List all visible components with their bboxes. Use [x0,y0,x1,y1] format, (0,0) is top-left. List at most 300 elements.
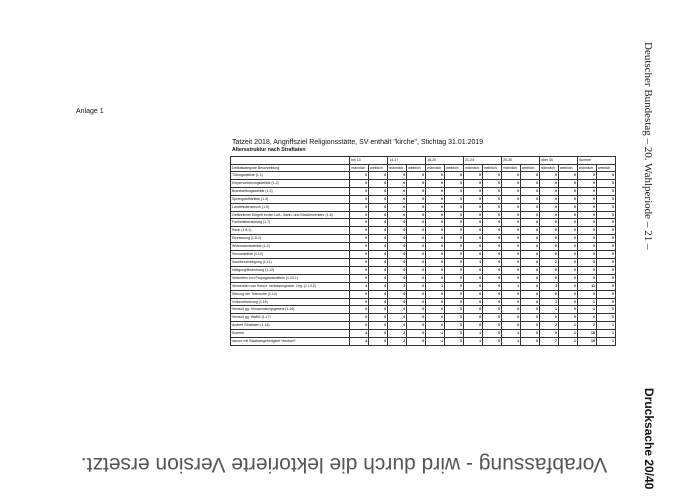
count-cell: 0 [596,258,615,266]
count-cell: 0 [483,195,502,203]
table-row [231,243,616,251]
count-cell: 0 [388,172,407,180]
count-cell: 0 [540,274,559,282]
count-cell: 0 [502,243,521,251]
count-cell: 0 [388,187,407,195]
count-cell: 0 [426,322,445,330]
count-cell: 0 [388,203,407,211]
count-cell: 0 [483,179,502,187]
count-cell: 0 [445,290,464,298]
count-cell: 0 [407,298,426,306]
count-cell: 0 [388,195,407,203]
gender-header-row [231,164,616,172]
count-cell: 0 [540,243,559,251]
table-row [231,314,616,322]
count-cell: 0 [369,187,388,195]
count-cell: 1 [464,330,483,338]
count-cell: 0 [596,314,615,322]
page-number: – 21 – [642,222,654,250]
count-cell: 0 [350,258,369,266]
count-cell: 0 [540,235,559,243]
count-cell: 3 [540,282,559,290]
count-cell: 0 [464,290,483,298]
table-row [231,187,616,195]
count-cell: 0 [558,258,577,266]
count-cell: 0 [426,187,445,195]
table-row [231,179,616,187]
table-row [231,266,616,274]
category-label: Verwenden von Kennz. verfassungswidr. Org. (1.13.2) [231,282,350,290]
count-cell: 0 [558,179,577,187]
count-cell: 0 [407,243,426,251]
count-cell: 0 [577,187,596,195]
count-cell: 0 [521,195,540,203]
count-cell: 0 [350,290,369,298]
count-cell: 0 [521,172,540,180]
male-header: männlich [577,164,596,172]
count-cell: 0 [596,227,615,235]
category-label: Raub (1.8.1) [231,227,350,235]
count-cell: 0 [558,282,577,290]
count-cell: 0 [407,211,426,219]
count-cell: 1 [502,330,521,338]
count-cell: 0 [464,306,483,314]
count-cell: 0 [445,330,464,338]
count-cell: 0 [558,211,577,219]
count-cell: 0 [445,322,464,330]
count-cell: 0 [426,298,445,306]
count-cell: 0 [464,243,483,251]
count-cell: 0 [388,274,407,282]
table-row [231,258,616,266]
count-cell: 0 [445,258,464,266]
count-cell: 1 [596,330,615,338]
count-cell: 0 [483,187,502,195]
count-cell: 0 [483,203,502,211]
count-cell: 0 [502,203,521,211]
count-cell: 16 [577,338,596,346]
count-cell: 1 [558,338,577,346]
category-label: Störung der Totenruhe (1.14) [231,290,350,298]
count-cell: 0 [464,314,483,322]
age-group-header: 21-24 [464,157,502,165]
count-cell: 0 [388,290,407,298]
count-cell: 0 [540,290,559,298]
count-cell: 0 [577,179,596,187]
table-row [231,251,616,259]
count-cell: 0 [558,203,577,211]
crime-age-table [230,156,616,346]
table-row [231,274,616,282]
count-cell: 0 [596,187,615,195]
count-cell: 0 [464,172,483,180]
count-cell: 0 [445,266,464,274]
count-cell: 0 [426,211,445,219]
count-cell: 0 [558,266,577,274]
count-cell: 0 [350,298,369,306]
count-cell: 0 [426,314,445,322]
count-cell: 0 [596,211,615,219]
count-cell: 0 [369,211,388,219]
count-cell: 0 [483,306,502,314]
count-cell: 0 [558,235,577,243]
count-cell: 0 [521,266,540,274]
count-cell: 0 [464,298,483,306]
count-cell: 0 [350,195,369,203]
count-cell: 0 [521,258,540,266]
count-cell: 0 [577,203,596,211]
count-cell: 0 [369,274,388,282]
count-cell: 0 [577,235,596,243]
count-cell: 0 [407,314,426,322]
category-label: davon: mit Staatsangehörigkeit "deutsch" [231,338,350,346]
category-label: Sachbeschädigung (1.11) [231,258,350,266]
count-cell: 0 [350,187,369,195]
count-cell: 0 [502,187,521,195]
count-cell: 0 [388,322,407,330]
count-cell: 0 [558,298,577,306]
count-cell: 0 [388,219,407,227]
count-cell: 0 [502,251,521,259]
count-cell: 0 [426,306,445,314]
count-cell: 0 [596,251,615,259]
count-cell: 1 [426,282,445,290]
count-cell: 0 [483,282,502,290]
count-cell: 0 [540,172,559,180]
category-label: Gefährlicher Eingriff in den Luft-, Bahn- und Straßenverkehr (1.6) [231,211,350,219]
count-cell: 0 [388,235,407,243]
count-cell: 0 [521,211,540,219]
count-cell: 0 [521,314,540,322]
count-cell: 0 [407,235,426,243]
count-cell: 0 [540,179,559,187]
count-cell: 1 [577,306,596,314]
count-cell: 0 [407,172,426,180]
category-label: Verstoß gg. Versammlungsgesetz (1.16) [231,306,350,314]
female-header: weiblich [369,164,388,172]
count-cell: 0 [521,298,540,306]
count-cell: 0 [445,251,464,259]
category-label: Verbreiten von Propagandamitteln (1.13.1) [231,274,350,282]
count-cell: 0 [540,219,559,227]
count-cell: 0 [464,266,483,274]
count-cell: 0 [502,195,521,203]
age-group-header: über 30 [540,157,578,165]
category-label: Summe [231,330,350,338]
count-cell: 0 [350,322,369,330]
category-label: Nötigung/Bedrohung (1.12) [231,266,350,274]
count-cell: 1 [502,282,521,290]
count-cell: 0 [596,306,615,314]
count-cell: 0 [502,227,521,235]
female-header: weiblich [483,164,502,172]
group-header-row [231,157,616,165]
count-cell: 0 [464,187,483,195]
count-cell: 0 [521,179,540,187]
count-cell: 0 [407,306,426,314]
count-cell: 0 [350,227,369,235]
count-cell: 0 [596,282,615,290]
corner-cell [231,157,350,165]
count-cell: 4 [350,338,369,346]
count-cell: 7 [540,338,559,346]
count-cell: 0 [540,187,559,195]
count-cell: 9 [540,330,559,338]
female-header: weiblich [558,164,577,172]
count-cell: 0 [540,314,559,322]
count-cell: 0 [388,179,407,187]
category-label: Volksverhetzung (1.15) [231,298,350,306]
count-cell: 0 [445,172,464,180]
count-cell: 0 [369,227,388,235]
count-cell: 0 [445,282,464,290]
age-group-header: 18-20 [426,157,464,165]
count-cell: 0 [502,290,521,298]
male-header: männlich [388,164,407,172]
count-cell: 0 [445,235,464,243]
count-cell: 0 [464,195,483,203]
table-row [231,322,616,330]
count-cell: 4 [350,282,369,290]
count-cell: 0 [558,219,577,227]
count-cell: 0 [502,172,521,180]
count-cell: 0 [577,219,596,227]
count-cell: 0 [502,266,521,274]
count-cell: 0 [577,243,596,251]
count-cell: 0 [407,251,426,259]
count-cell: 0 [426,251,445,259]
count-cell: 0 [445,219,464,227]
count-cell: 0 [369,235,388,243]
table-row [231,235,616,243]
count-cell: 0 [445,314,464,322]
count-cell: 0 [426,274,445,282]
count-cell: 0 [388,211,407,219]
count-cell: 0 [369,172,388,180]
category-label: Widerstandsdelikte (1.9) [231,243,350,251]
count-cell: 0 [502,298,521,306]
count-cell: 0 [483,235,502,243]
count-cell: 0 [521,330,540,338]
count-cell: 0 [521,203,540,211]
category-label: Landfriedensbruch (1.5) [231,203,350,211]
male-header: männlich [540,164,559,172]
count-cell: 1 [426,338,445,346]
count-cell: 0 [558,172,577,180]
category-label: Tötungsdelikte (1.1) [231,172,350,180]
table-row [231,227,616,235]
count-cell: 0 [407,195,426,203]
count-cell: 0 [502,306,521,314]
annex-label: Anlage 1 [76,108,104,115]
count-cell: 0 [350,203,369,211]
male-header: männlich [502,164,521,172]
count-cell: 0 [521,306,540,314]
count-cell: 0 [483,251,502,259]
count-cell: 1 [558,330,577,338]
count-cell: 0 [464,282,483,290]
count-cell: 0 [445,187,464,195]
table-row [231,211,616,219]
count-cell: 0 [369,251,388,259]
count-cell: 0 [521,251,540,259]
count-cell: 0 [540,227,559,235]
count-cell: 1 [540,306,559,314]
table-row [231,330,616,338]
count-cell: 0 [350,306,369,314]
count-cell: 0 [502,258,521,266]
table-row [231,203,616,211]
count-cell: 0 [483,290,502,298]
count-cell: 0 [407,179,426,187]
table-row [231,306,616,314]
count-cell: 1 [464,258,483,266]
drucksache-label: Drucksache 20/40 [642,388,656,490]
count-cell: 0 [577,172,596,180]
table-row [231,298,616,306]
count-cell: 0 [558,314,577,322]
bundestag-header: Deutscher Bundestag – 20. Wahlperiode [642,42,654,220]
count-cell: 0 [350,251,369,259]
count-cell: 0 [558,274,577,282]
count-cell: 0 [502,179,521,187]
count-cell: 0 [464,219,483,227]
female-header: weiblich [445,164,464,172]
count-cell: 0 [388,314,407,322]
count-cell: 0 [369,258,388,266]
count-cell: 0 [369,282,388,290]
age-group-header: 25-30 [502,157,540,165]
count-cell: 0 [577,211,596,219]
count-cell: 0 [407,274,426,282]
count-cell: 0 [407,338,426,346]
count-cell: 0 [369,306,388,314]
count-cell: 1 [558,322,577,330]
table-row [231,282,616,290]
count-cell: 0 [483,227,502,235]
count-cell: 0 [558,243,577,251]
count-cell: 0 [388,258,407,266]
count-cell: 0 [502,322,521,330]
count-cell: 0 [521,235,540,243]
count-cell: 0 [426,235,445,243]
count-cell: 0 [369,219,388,227]
count-cell: 0 [521,187,540,195]
count-cell: 0 [596,274,615,282]
count-cell: 0 [521,219,540,227]
count-cell: 0 [596,179,615,187]
count-cell: 0 [369,322,388,330]
count-cell: 0 [388,306,407,314]
table-row [231,195,616,203]
count-cell: 0 [464,227,483,235]
count-cell: 1 [426,330,445,338]
count-cell: 0 [407,258,426,266]
count-cell: 0 [596,266,615,274]
preliminary-watermark: Vorabfassung - wird durch die lektorierte Version ersetzt. [80,453,608,476]
count-cell: 0 [350,266,369,274]
count-cell: 0 [483,330,502,338]
count-cell: 18 [577,330,596,338]
count-cell: 0 [521,227,540,235]
count-cell: 0 [388,227,407,235]
count-cell: 0 [464,274,483,282]
count-cell: 0 [369,298,388,306]
count-cell: 2 [540,258,559,266]
count-cell: 0 [558,195,577,203]
count-cell: 0 [426,195,445,203]
count-cell: 0 [369,203,388,211]
count-cell: 0 [445,306,464,314]
count-cell: 3 [577,258,596,266]
count-cell: 0 [369,314,388,322]
count-cell: 0 [558,251,577,259]
count-cell: 0 [577,290,596,298]
count-cell: 0 [464,179,483,187]
table-row [231,290,616,298]
count-cell: 0 [464,235,483,243]
count-cell: 0 [426,172,445,180]
count-cell: 0 [407,219,426,227]
age-group-header: bis 13 [350,157,388,165]
count-cell: 0 [445,195,464,203]
count-cell: 11 [577,282,596,290]
female-header: weiblich [521,164,540,172]
count-cell: 0 [369,179,388,187]
count-cell: 0 [483,211,502,219]
count-cell: 0 [445,227,464,235]
category-label: Sprengstoffdelikte (1.4) [231,195,350,203]
count-cell: 0 [388,266,407,274]
table-title: Tatzeit 2018, Angriffsziel Religionsstätte, SV enthält "kirche", Stichtag 31.01.2019 [232,139,484,146]
category-label: Erpressung (1.8.2) [231,235,350,243]
count-cell: 0 [483,258,502,266]
count-cell: 0 [483,322,502,330]
count-cell: 0 [521,282,540,290]
count-cell: 0 [558,306,577,314]
count-cell: 0 [596,290,615,298]
count-cell: 0 [483,298,502,306]
count-cell: 0 [426,203,445,211]
count-cell: 0 [577,314,596,322]
count-cell: 0 [388,243,407,251]
count-cell: 0 [596,172,615,180]
count-cell: 0 [445,243,464,251]
count-cell: 0 [350,314,369,322]
count-cell: 0 [596,203,615,211]
age-group-header: Summe [577,157,615,165]
count-cell: 0 [502,219,521,227]
count-cell: 0 [558,290,577,298]
count-cell: 0 [350,274,369,282]
count-cell: 0 [596,298,615,306]
table-row [231,338,616,346]
table-subtitle: Altersstruktur nach Straftaten [232,147,306,153]
category-label: Freiheitsberaubung (1.7) [231,219,350,227]
count-cell: 0 [483,243,502,251]
count-cell: 0 [464,211,483,219]
count-cell: 2 [388,338,407,346]
count-cell: 0 [445,274,464,282]
male-header: männlich [350,164,369,172]
count-cell: 0 [540,266,559,274]
count-cell: 0 [407,187,426,195]
count-cell: 0 [521,338,540,346]
count-cell: 0 [521,274,540,282]
count-cell: 0 [369,195,388,203]
count-cell: 0 [350,172,369,180]
category-label: Sexualdelikte (1.10) [231,251,350,259]
